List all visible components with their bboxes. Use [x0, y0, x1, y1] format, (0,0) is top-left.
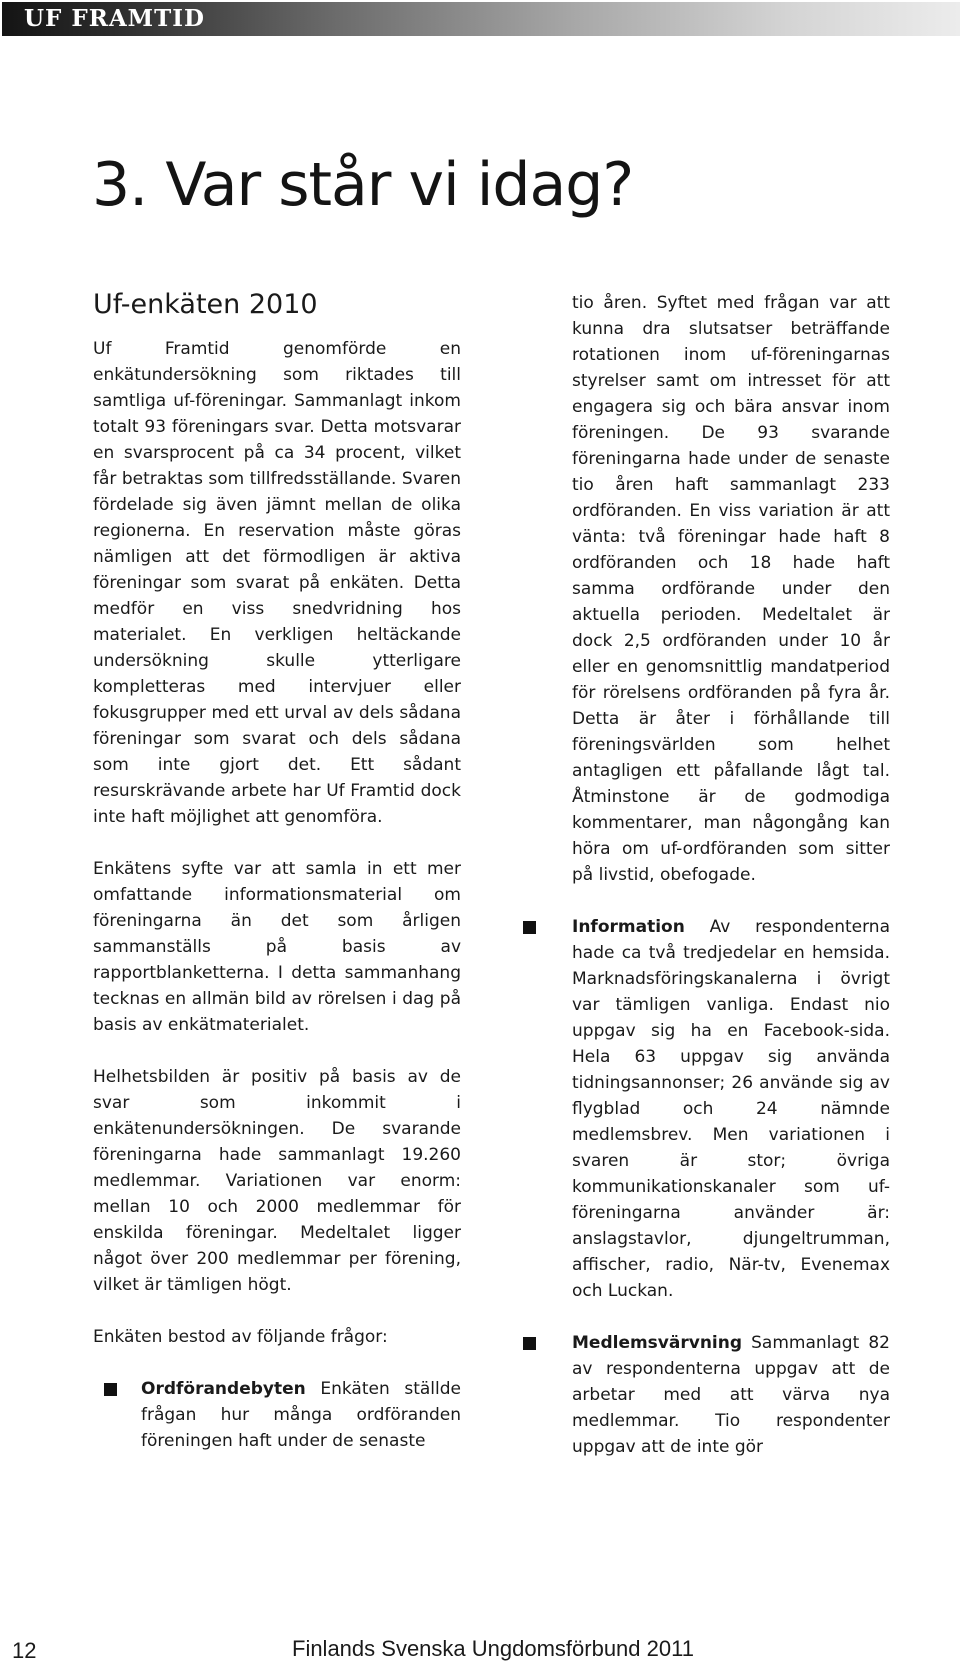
left-column	[93, 288, 461, 1480]
list-item-text: Av respondenterna hade ca två tredjedelar en hemsida. Marknadsföringskanalerna i övrigt var tämligen vanliga. Endast nio uppgav sig ha en Facebook-sida. Hela 63 uppgav sig använda tidningsannonser; 26 använde sig av flygblad och 24 nämnde medlemsbrev. Men variationen i svaren är stor; övriga kommunikationskanaler som uf-föreningarna använder är: anslagstavlor, djungeltrumman, affischer, radio, När-tv, Evenemax och Luckan.	[572, 917, 890, 1301]
paragraph-continued: tio åren. Syftet med frågan var att kunna dra slutsatser beträffande rotationen inom uf-föreningarnas styrelser samt om intresset för att engagera sig och bära ansvar inom föreningen. De 93 svarande föreningarna hade under de senaste tio åren haft sammanlagt 233 ordföranden. En viss variation är att vänta: två föreningar hade haft 8 ordföranden och 18 hade haft samma ordförande under den aktuella perioden. Medeltalet är dock 2,5 ordföranden under 10 år eller en genomsnittlig mandatperiod för rörelsens ordföranden på fyra år. Detta är åter i förhållande till föreningsvärlden som helhet antagligen ett påfallande lågt tal. Åtminstone är de godmodiga kommentarer, man någongång kan höra om uf-ordföranden som sitter på livstid, obefogade.	[572, 293, 890, 885]
paragraph-3: Helhetsbilden är positiv på basis av de svar som inkommit i enkätenundersökningen. De svarande föreningarna hade sammanlagt 19.260 medlemmar. Variationen var enorm: mellan 10 och 2000 medlemmar för enskilda föreningar. Medeltalet ligger något över 200 medlemmar per förening, vilket är tämligen högt.	[93, 1067, 461, 1295]
paragraph-1: Uf Framtid genomförde en enkätundersökning som riktades till samtliga uf-föreningar. Sammanlagt inkom totalt 93 föreningars svar. Detta motsvarar en svarsprocent på ca 34 procent, vilket får betraktas som tillfredsställande. Svaren fördelade sig även jämnt mellan de olika regionerna. En reservation måste göras nämligen att det förmodligen är aktiva föreningar som svarat på enkäten. Detta medför en viss snedvridning hos materialet. En verkligen heltäckande undersökning skulle ytterligare kompletteras med intervjuer eller fokusgrupper med ett urval av dels sådana föreningar som svarat och dels sådana som inte gjort det. Ett sådant resurskrävande arbete har Uf Framtid dock inte haft möjlighet att genomföra.	[93, 339, 461, 827]
list-item-medlemsvarvning	[572, 1330, 890, 1460]
paragraph-4: Enkäten bestod av följande frågor:	[93, 1327, 388, 1347]
page-number: 12	[12, 1638, 37, 1663]
right-column	[572, 290, 890, 1486]
list-item-text: Enkäten ställde frågan hur många ordföranden föreningen haft under de senaste	[141, 1379, 461, 1451]
square-bullet-icon	[523, 921, 536, 934]
list-item-information	[572, 914, 890, 1304]
square-bullet-icon	[104, 1383, 117, 1396]
header-title: UF FRAMTID	[24, 5, 205, 32]
list-item-title: Ordförandebyten	[141, 1379, 306, 1399]
list-item-title: Information	[572, 917, 685, 937]
list-item-ordforandebyten	[93, 1376, 461, 1454]
header-bar	[2, 2, 960, 36]
paragraph-2: Enkätens syfte var att samla in ett mer omfattande informationsmaterial om föreningarna än det som årligen sammanställs på basis av rapportblanketterna. I detta sammanhang tecknas en allmän bild av rörelsen i dag på basis av enkätmaterialet.	[93, 859, 461, 1035]
section-heading: Uf-enkäten 2010	[93, 289, 318, 320]
square-bullet-icon	[523, 1337, 536, 1350]
footer-organization: Finlands Svenska Ungdomsförbund 2011	[292, 1636, 694, 1661]
list-item-text: Sammanlagt 82 av respondenterna uppgav att de arbetar med att värva nya medlemmar. Tio respondenter uppgav att de inte gör	[572, 1333, 890, 1457]
chapter-title: 3. Var står vi idag?	[92, 150, 634, 220]
list-item-title: Medlemsvärvning	[572, 1333, 743, 1353]
